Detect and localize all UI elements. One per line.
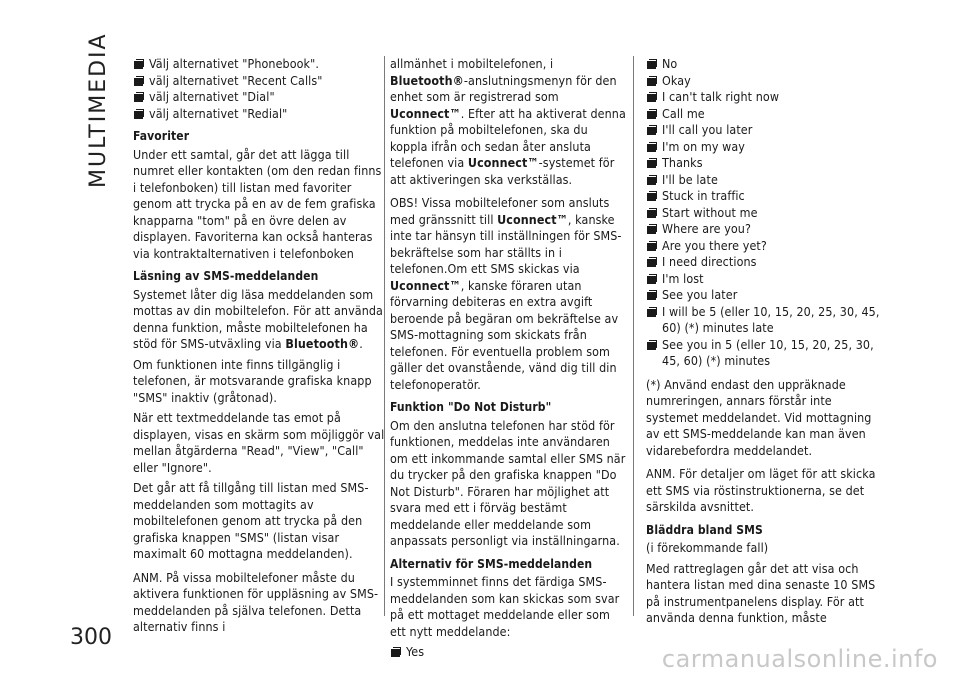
option-arrow-icon [646, 274, 658, 285]
option-item: I need directions [646, 254, 886, 271]
option-arrow-icon [646, 307, 658, 318]
option-arrow-icon [646, 290, 658, 301]
heading-favoriter: Favoriter [133, 129, 190, 143]
option-item: I'll call you later [646, 122, 886, 139]
option-item: välj alternativet "Dial" [133, 89, 385, 106]
subheading: (i förekommande fall) [646, 540, 769, 555]
option-item: I'm on my way [646, 139, 886, 156]
option-arrow-icon [646, 125, 658, 136]
column-1 [133, 56, 385, 640]
paragraph: Systemet låter dig läsa meddelanden som mottas av din mobiltelefon. För att använda denna funktion, måste mobiltelefonen ha stöd för SMS-utväxling via Bluetooth®. [133, 286, 383, 351]
option-item: välj alternativet "Redial" [133, 106, 385, 123]
option-arrow-icon [646, 175, 658, 186]
option-arrow-icon [646, 241, 658, 252]
option-arrow-icon [646, 92, 658, 103]
option-arrow-icon [133, 109, 145, 120]
option-arrow-icon [646, 158, 658, 169]
note-paragraph: OBS! Vissa mobiltelefoner som ansluts med gränssnitt till Uconnect™, kanske inte tar hänsyn till inställningen för SMS-bekräftelse som har ställts in i telefonen.Om ett SMS skickas via Uconnect™, kanske föraren utan förvarning debiteras en extra avgift beroende på begäran om bekräftelse av SMS-mottagning som skickats från telefonen. För eventuella problem som gäller det ovanstående, vänd dig till din telefonoperatör. [390, 195, 622, 392]
sms-reply-options-list [646, 56, 886, 370]
option-item: Okay [646, 73, 886, 90]
column-2 [390, 56, 628, 661]
paragraph: När ett textmeddelande tas emot på displayen, visas en skärm som möjliggör val mellan åtgärderna "Read", "View", "Call" eller "Ignore". [133, 410, 385, 475]
heading-sms-reading: Läsning av SMS-meddelanden [133, 269, 319, 283]
option-arrow-icon [646, 224, 658, 235]
option-item: Where are you? [646, 221, 886, 238]
option-arrow-icon [133, 92, 145, 103]
heading-browse-sms: Bläddra bland SMS [646, 522, 763, 537]
option-item: Are you there yet? [646, 238, 886, 255]
column-divider [633, 56, 634, 616]
option-item: No [646, 56, 886, 73]
option-arrow-icon [133, 76, 145, 87]
option-arrow-icon [646, 340, 658, 351]
option-item: See you in 5 (eller 10, 15, 20, 25, 30, 45, 60) (*) minutes [646, 337, 886, 370]
paragraph: I systemminnet finns det färdiga SMS-meddelanden som kan skickas som svar på ett mottaget meddelande eller som ett nytt meddelande: [390, 574, 620, 639]
paragraph: allmänhet i mobiltelefonen, i Bluetooth®-anslutningsmenyn för den enhet som är registrerad som Uconnect™. Efter att ha aktiverat denna funktion på mobiltelefonen, ska du koppla ifrån och sedan åter ansluta telefonen via Uconnect™-systemet för att aktiveringen ska verkställas. [390, 56, 626, 187]
option-item: Start without me [646, 205, 886, 222]
option-item: I can't talk right now [646, 89, 886, 106]
option-arrow-icon [646, 142, 658, 153]
section-title: MULTIMEDIA [86, 32, 111, 188]
column-3 [646, 56, 886, 631]
option-arrow-icon [646, 257, 658, 268]
option-item: Thanks [646, 155, 886, 172]
option-arrow-icon [646, 191, 658, 202]
heading-sms-options: Alternativ för SMS-meddelanden [390, 556, 593, 571]
watermark: carmanualsonline.info [661, 645, 938, 673]
option-arrow-icon [646, 59, 658, 70]
paragraph: Om funktionen inte finns tillgänglig i telefonen, är motsvarande grafiska knapp "SMS" inaktiv (gråtonad). [133, 356, 372, 405]
option-arrow-icon [390, 647, 402, 658]
option-item: I will be 5 (eller 10, 15, 20, 25, 30, 45, 60) (*) minutes late [646, 304, 886, 337]
note-paragraph: ANM. På vissa mobiltelefoner måste du aktivera funktionen för uppläsning av SMS-meddelanden på själva telefonen. Detta alternativ finns i [133, 569, 379, 634]
note-paragraph: ANM. För detaljer om läget för att skicka ett SMS via röstinstruktionerna, se det särskilda avsnittet. [646, 466, 876, 514]
paragraph: Under ett samtal, går det att lägga till numret eller kontakten (om den redan finns i telefonboken) till listan med favoriter genom att trycka på en av de fem grafiska knapparna "tom" på en övre delen av displayen. Favoriterna kan också hanteras via kontraktalternativen i telefonboken [133, 146, 382, 261]
option-item: I'll be late [646, 172, 886, 189]
option-item: Stuck in traffic [646, 188, 886, 205]
paragraph: Med rattreglagen går det att visa och hantera listan med dina senaste 10 SMS på instrumentpanelens display. För att använda denna funktion, måste [646, 560, 876, 625]
paragraph: Det går att få tillgång till listan med SMS-meddelanden som mottagits av mobiltelefonen genom att trycka på den grafiska knappen "SMS" (listan visar maximalt 60 mottagna meddelanden). [133, 480, 369, 561]
option-arrow-icon [646, 208, 658, 219]
option-item: Call me [646, 106, 886, 123]
heading-do-not-disturb: Funktion "Do Not Disturb" [390, 400, 552, 414]
footnote-paragraph: (*) Använd endast den uppräknade numreringen, annars förstår inte systemet meddelandet. Vid mottagning av ett SMS-meddelande kan man även vidarebefordra meddelandet. [646, 376, 872, 458]
option-arrow-icon [646, 109, 658, 120]
option-item: Yes [390, 644, 628, 661]
option-item: See you later [646, 287, 886, 304]
option-item: I'm lost [646, 271, 886, 288]
option-item: Välj alternativet "Phonebook". [133, 56, 385, 73]
option-arrow-icon [646, 76, 658, 87]
paragraph: Om den anslutna telefonen har stöd för funktionen, meddelas inte användaren om ett inkommande samtal eller SMS när du trycker på den grafiska knappen "Do Not Disturb". Föraren har möjlighet att svara med ett i förväg bestämt meddelande eller meddelande som anpassats personligt via inställningarna. [390, 417, 626, 548]
option-arrow-icon [133, 59, 145, 70]
page-number: 300 [70, 625, 112, 650]
option-item: välj alternativet "Recent Calls" [133, 73, 385, 90]
